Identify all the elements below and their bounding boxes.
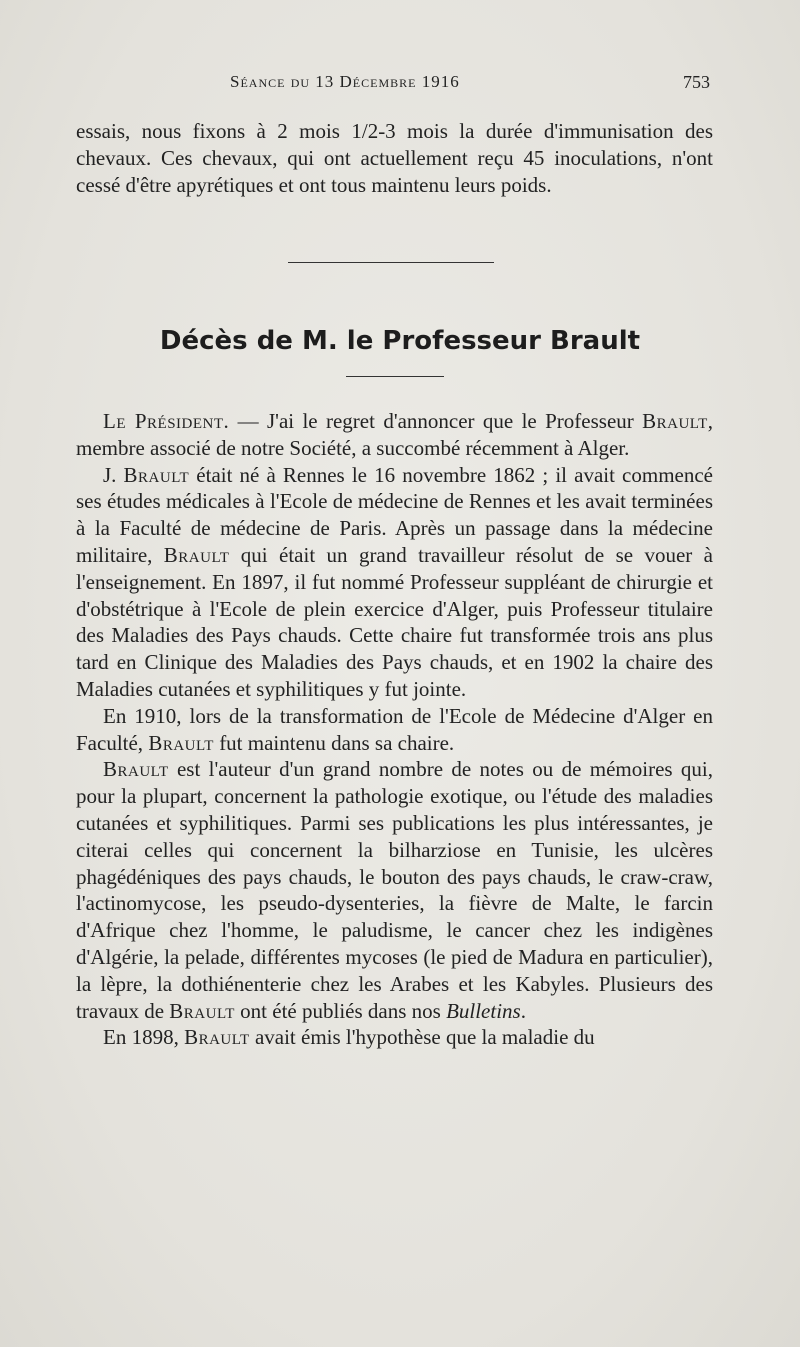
paragraph-president: Le Président. — J'ai le regret d'annoncer que le Professeur Brault, membre associé de notre Société, a succombé récemment à Alger. — [76, 409, 713, 460]
person-name: Brault — [163, 542, 230, 567]
page-number: 753 — [683, 72, 710, 92]
person-name: Brault — [184, 1025, 250, 1050]
paragraph-hypothesis: En 1898, Brault avait émis l'hypothèse que la maladie du — [103, 1025, 595, 1050]
person-name: Brault — [148, 730, 214, 755]
person-name: Brault — [169, 998, 235, 1023]
title-underline — [346, 376, 444, 377]
paragraph-faculty: En 1910, lors de la transformation de l'Ecole de Médecine d'Alger en Faculté, Brault fut maintenu dans sa chaire. — [76, 703, 713, 755]
journal-title: Bulletins — [446, 998, 521, 1023]
running-title: Séance du 13 Décembre 1916 — [230, 72, 460, 91]
intro-text — [76, 118, 713, 198]
paragraph-biography: J. Brault était né à Rennes le 16 novembre 1862 ; il avait commencé ses études médicales à l'Ecole de médecine de Rennes et les avait terminées à la Faculté de médecine de Paris. Après un passage dans la médecine militaire, Brault qui était un grand travailleur résolut de se vouer à l'enseignement. En 1897, il fut nommé Professeur suppléant de chirurgie et d'obstétrique à l'Ecole de plein exercice d'Alger, puis Professeur titulaire des Maladies des Pays chauds. Cette chaire fut transformée trois ans plus tard en Clinique des Maladies des Pays chauds, et en 1902 la chaire des Maladies cutanées et syphilitiques y fut jointe. — [76, 462, 713, 701]
section-title: Décès de M. le Professeur Brault — [159, 326, 641, 356]
paragraph-publications: Brault est l'auteur d'un grand nombre de notes ou de mémoires qui, pour la plupart, concernent la pathologie exotique, ou l'étude des maladies cutanées et syphilitiques. Parmi ses publications les plus intéressantes, je citerai celles qui concernent la bilharziose en Tunisie, les ulcères phagédéniques des pays chauds, le bouton des pays chauds, le craw-craw, l'actinomycose, les pseudo-dysenteries, la fièvre de Malte, le farcin d'Afrique chez l'homme, le paludisme, le cancer chez les indigènes d'Algérie, la pelade, différentes mycoses (le pied de Madura en particulier), la lèpre, la dothiénenterie chez les Arabes et les Kabyles. Plusieurs des travaux de Brault ont été publiés dans nos Bulletins. — [76, 757, 713, 1023]
body-text — [76, 408, 713, 1051]
person-name: Brault — [642, 409, 708, 433]
person-name: Brault — [103, 757, 169, 782]
person-name: Brault — [123, 462, 190, 487]
running-head — [0, 70, 800, 100]
separator-rule — [288, 262, 494, 263]
speaker-label: Le Président. — [103, 409, 230, 433]
intro-paragraph: essais, nous fixons à 2 mois 1/2-3 mois la durée d'immunisation des chevaux. Ces chevaux, qui ont actuellement reçu 45 inoculations, n'ont cessé d'être apyrétiques et ont tous maintenu leurs poids. — [76, 119, 713, 197]
